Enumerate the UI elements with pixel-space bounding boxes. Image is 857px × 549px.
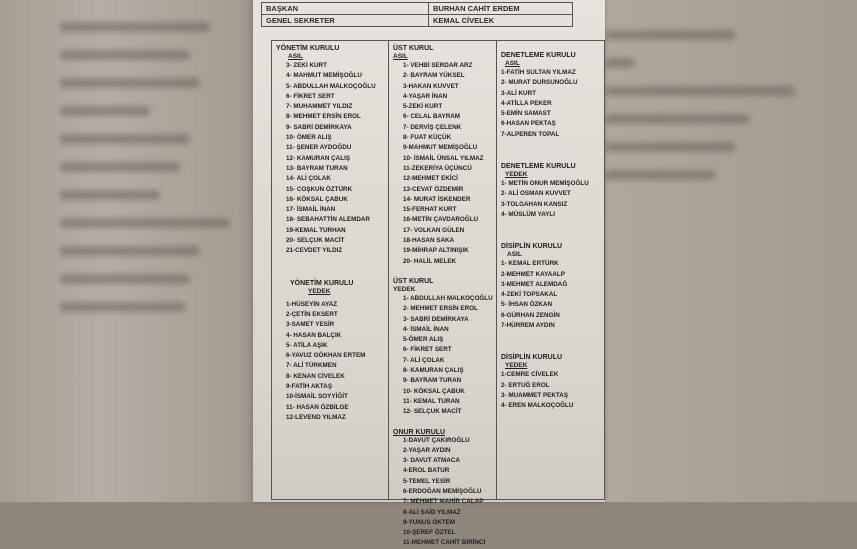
member-list — [276, 300, 385, 424]
member-item: 5- ABDULLAH MALKOÇOĞLU — [286, 82, 376, 90]
section-subtitle: ASIL — [288, 53, 303, 60]
member-list — [393, 294, 493, 418]
officer-role: GENEL SEKRETER — [262, 15, 429, 27]
member-item: 10-İSMAİL SOYYİĞİT — [286, 393, 348, 401]
member-item: 4- MÜSLÜM YAYLI — [501, 210, 556, 218]
blurred-background-right — [605, 0, 857, 502]
member-item: 12-LEVEND YILMAZ — [286, 413, 346, 421]
member-item: 5-ZEKİ KURT — [403, 103, 443, 111]
section-subtitle: YEDEK — [505, 362, 528, 370]
member-item: 4-EROL BATUR — [403, 467, 450, 475]
column-ust-onur — [389, 41, 497, 547]
member-item: 4- MAHMUT MEMİŞOĞLU — [286, 72, 362, 80]
officer-name: KEMAL CİVELEK — [429, 15, 573, 27]
section-title: DENETLEME KURULU — [501, 52, 576, 59]
member-item: 2- ERTUĞ EROL — [501, 381, 550, 389]
member-item: 2-ÇETİN EKSERT — [286, 310, 338, 318]
member-item: 6-GÜRHAN ZENGİN — [501, 311, 560, 319]
member-item: 12- SELÇUK MACİT — [403, 408, 462, 416]
member-item: 4-ZEKİ TOPSAKAL — [501, 291, 558, 299]
section-subtitle: YEDEK — [393, 285, 416, 293]
section-subtitle: YEDEK — [505, 171, 528, 179]
member-item: 9- SABRİ DEMİRKAYA — [286, 123, 352, 131]
committees-grid — [271, 40, 605, 547]
member-item: 4- HASAN BALÇIK — [286, 331, 342, 339]
member-item: 8- KENAN CİVELEK — [286, 372, 345, 380]
member-item: 1-HÜSEYİN AYAZ — [286, 300, 338, 308]
member-item: 5-TEMEL YESİR — [403, 477, 451, 485]
member-item: 7- ALİ TÜRKMEN — [286, 362, 337, 370]
member-item: 3-TOLGAHAN KANSIZ — [501, 200, 568, 208]
member-item: 7- ALİ ÇOLAK — [403, 356, 445, 364]
member-item: 16- KÖKSAL ÇABUK — [286, 195, 348, 203]
member-item: 19-KEMAL TURHAN — [286, 226, 346, 234]
member-item: 1- METİN ONUR MEMİŞOĞLU — [501, 180, 589, 188]
member-item: 14- MURAT İSKENDER — [403, 195, 471, 203]
section-subtitle: ASIL — [393, 53, 408, 60]
section-title: DİSİPLİN KURULU — [501, 243, 563, 251]
member-item: 12-MEHMET EKİCİ — [403, 175, 458, 183]
member-item: 4- EREN MALKOÇOĞLU — [501, 402, 574, 410]
member-item: 3-HAKAN KUVVET — [403, 82, 459, 90]
member-item: 11- HASAN ÖZBİLGE — [286, 403, 349, 411]
member-item: 16-METİN ÇAVDAROĞLU — [403, 216, 479, 224]
section-subtitle: ASIL — [507, 251, 522, 259]
officer-role: BAŞKAN — [262, 3, 429, 15]
member-item: 10-ŞEREF ÖZTEL — [403, 529, 456, 537]
member-item: 19-MİHRAP ALTINIŞIK — [403, 247, 469, 255]
officer-row — [262, 15, 573, 27]
member-item: 1- KEMAL ERTÜRK — [501, 260, 559, 268]
member-item: 10- KÖKSAL ÇABUK — [403, 387, 465, 395]
member-item: 2- ALİ OSMAN KUVVET — [501, 190, 571, 198]
member-item: 4-ATİLLA PEKER — [501, 99, 552, 107]
member-item: 17- İSMAİL İNAN — [286, 206, 336, 214]
member-item: 2-MEHMET KAYAALP — [501, 270, 565, 278]
member-item: 1- VEHBİ SERDAR ARZ — [403, 62, 473, 69]
section-title: ONUR KURULU — [393, 428, 446, 436]
officers-table — [261, 2, 573, 27]
member-item: 9-YUNUS ÖKTEM — [403, 518, 456, 526]
section-title: YÖNETİM KURULU — [276, 45, 340, 52]
blurred-background-left — [0, 0, 253, 502]
member-item: 10- ÖMER ALIŞ — [286, 134, 332, 142]
member-item: 3-ALİ KURT — [501, 89, 536, 97]
member-item: 17- VOLKAN GÜLEN — [403, 226, 465, 234]
member-list — [501, 179, 601, 220]
member-item: 6- FİKRET SERT — [403, 346, 452, 354]
officer-row — [262, 3, 573, 15]
member-item: 8- MEHMET ERSİN EROL — [286, 113, 361, 121]
member-item: 7-ALPEREN TOPAL — [501, 130, 560, 138]
member-item: 1- ABDULLAH MALKOÇOĞLU — [403, 294, 493, 302]
member-list — [501, 259, 601, 331]
member-item: 3-MEHMET ALEMDAĞ — [501, 280, 568, 288]
member-list — [393, 436, 493, 549]
member-item: 3- ZEKİ KURT — [286, 62, 327, 69]
member-item: 10- İSMAİL ÜNSAL YILMAZ — [403, 154, 484, 162]
member-item: 13-CEVAT ÖZDEMİR — [403, 185, 464, 193]
document-page — [253, 0, 605, 547]
member-item: 11- KEMAL TURAN — [403, 397, 460, 405]
member-item: 1-FATİH SULTAN YILMAZ — [501, 69, 576, 76]
section-title: YÖNETİM KURULU — [290, 279, 354, 287]
member-item: 12- KAMURAN ÇALIŞ — [286, 154, 351, 162]
column-yonetim — [272, 41, 389, 499]
section-title: ÜST KURUL — [393, 277, 434, 285]
section-subtitle: ASIL — [505, 60, 520, 67]
member-item: 8- KAMURAN ÇALIŞ — [403, 367, 464, 375]
member-item: 11-MEHMET CAHİT BİRİNCİ — [403, 539, 486, 547]
member-item: 3- MUAMMET PEKTAŞ — [501, 391, 569, 399]
member-item: 1-DAVUT ÇAKIROĞLU — [403, 436, 470, 444]
member-item: 2-YAŞAR AYDIN — [403, 446, 451, 454]
member-item: 7-HÜRREM AYDIN — [501, 322, 555, 330]
member-item: 3- DAVUT ATMACA — [403, 457, 460, 465]
member-item: 11- ŞENER AYDOĞDU — [286, 144, 352, 152]
member-item: 6- CELAL BAYRAM — [403, 113, 461, 121]
member-item: 4- İSMAİL İNAN — [403, 325, 449, 333]
member-item: 9-MAHMUT MEMİŞOĞLU — [403, 144, 478, 152]
member-list — [276, 61, 385, 257]
section-title: DİSİPLİN KURULU — [501, 354, 563, 362]
member-item: 2- MEHMET ERSİN EROL — [403, 305, 478, 313]
section-title: ÜST KURUL — [393, 45, 434, 52]
section-subtitle: YEDEK — [308, 287, 331, 295]
member-item: 5-ÖMER ALIŞ — [403, 336, 444, 344]
member-item: 18- SEBAHATTİN ALEMDAR — [286, 216, 370, 224]
member-item: 20- HALİL MELEK — [403, 257, 457, 265]
member-item: 2- MURAT DURSUNOĞLU — [501, 79, 578, 87]
member-list — [501, 370, 601, 411]
member-item: 6-HASAN PEKTAŞ — [501, 120, 556, 128]
member-item: 20- SELÇUK MACİT — [286, 237, 345, 245]
member-item: 13- BAYRAM TURAN — [286, 164, 348, 172]
member-item: 3- SABRİ DEMİRKAYA — [403, 315, 469, 323]
member-item: 7- MUHAMMET YILDIZ — [286, 103, 353, 111]
member-item: 2- BAYRAM YÜKSEL — [403, 72, 465, 80]
member-item: 1-CEMRE CİVELEK — [501, 371, 559, 379]
member-list — [393, 61, 493, 267]
member-item: 6-YAVUZ GÖKHAN ERTEM — [286, 352, 366, 360]
member-item: 5- ATİLA AŞIK — [286, 341, 328, 349]
member-item: 8- FUAT KÜÇÜK — [403, 134, 452, 142]
column-denetleme-disiplin — [497, 41, 604, 499]
member-item: 4-YAŞAR İNAN — [403, 92, 448, 100]
member-item: 6- FİKRET SERT — [286, 92, 335, 100]
section-title: DENETLEME KURULU — [501, 163, 576, 171]
member-item: 6-ERDOĞAN MEMİŞOĞLU — [403, 487, 482, 495]
member-item: 15- COŞKUN ÖZTÜRK — [286, 185, 353, 193]
member-item: 9- BAYRAM TURAN — [403, 377, 462, 385]
member-item: 18-HASAN SAKA — [403, 237, 455, 245]
member-item: 7- DERVİŞ ÇELENK — [403, 123, 462, 131]
member-list — [501, 68, 601, 140]
member-item: 9-FATİH AKTAŞ — [286, 383, 333, 391]
member-item: 21-CEVDET YILDIZ — [286, 247, 343, 255]
member-item: 7- MEHMET MAHİR CALAP — [403, 498, 484, 506]
officer-name: BURHAN CAHİT ERDEM — [429, 3, 573, 15]
member-item: 15-FERHAT KURT — [403, 206, 457, 214]
member-item: 5- İHSAN ÖZKAN — [501, 301, 553, 309]
member-item: 5-EMİN SAMAST — [501, 110, 551, 118]
member-item: 11-ZEKERİYA ÜÇÜNCÜ — [403, 164, 472, 172]
member-item: 3-SAMET YESİR — [286, 321, 335, 329]
member-item: 14- ALİ ÇOLAK — [286, 175, 331, 183]
member-item: 8-ALİ SAİD YILMAZ — [403, 508, 461, 516]
